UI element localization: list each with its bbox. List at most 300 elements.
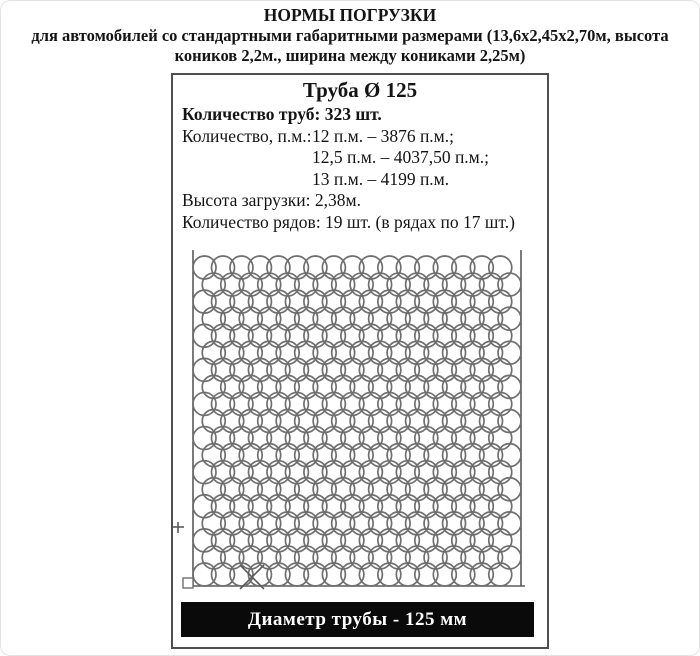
pipe-circle [295,444,318,467]
pipe-circle [396,290,419,313]
doc-subtitle-line-1: для автомобилей со стандартными габаритными размерами (13,6х2,45х2,70м, высота [31,26,669,45]
pipe-circle [359,290,382,313]
pipe-circle [470,256,493,279]
pipe-circle [396,529,419,552]
pipe-circle [211,256,234,279]
pipe-circle [443,512,466,535]
pipe-circle [322,427,345,450]
pipe-circle [452,563,475,586]
pipe-circle [304,563,327,586]
pipe-circle [221,375,244,398]
pipe-circle [258,307,281,330]
pipe-circle [239,273,262,296]
pipe-circle [211,290,234,313]
pipe-circle [387,273,410,296]
pipe-circle [424,273,447,296]
pipe-spec-card [171,73,549,649]
pipe-circle [359,324,382,347]
pipe-circle [443,375,466,398]
pipe-circle [461,478,484,501]
pipe-circle [489,427,512,450]
pipe-circle [304,461,327,484]
pipe-circle [258,478,281,501]
pipe-circle [285,495,308,518]
pipe-circle [498,546,521,569]
pipe-circle [406,512,429,535]
pipe-circle [359,529,382,552]
pipe-circle [230,495,253,518]
pipe-circle [350,512,373,535]
pipe-circle [433,529,456,552]
pipe-circle [193,563,216,586]
pipe-circle [221,341,244,364]
pipe-circle [304,529,327,552]
pipe-circle [267,324,290,347]
pipe-circle [378,461,401,484]
pipe-circle [295,410,318,433]
pipe-circle [202,512,225,535]
pipe-circle [359,392,382,415]
pipe-circle [424,444,447,467]
pipe-circle [267,358,290,381]
pipe-circle [350,341,373,364]
pipe-circle [433,256,456,279]
pipe-circle [433,495,456,518]
pipe-circle [433,290,456,313]
pipe-circle [433,427,456,450]
pipe-circle [304,495,327,518]
pipe-circle [193,461,216,484]
pipe-circle [193,256,216,279]
pipe-circle [396,358,419,381]
pipe-circle [489,290,512,313]
pipe-circle [452,358,475,381]
pipe-circle [276,410,299,433]
pipe-circle [239,375,262,398]
pipe-circle [267,392,290,415]
pipe-circle [369,478,392,501]
pipe-circle [267,427,290,450]
pipe-circle [489,324,512,347]
pipe-circle [211,358,234,381]
pipe-circle [406,444,429,467]
pipe-circle [322,563,345,586]
pipe-circle [322,392,345,415]
pipe-circle [332,546,355,569]
pipe-circle [248,392,271,415]
pipe-circle [221,444,244,467]
pipe-circle [285,392,308,415]
pipe-circle [350,375,373,398]
pipe-circle [378,256,401,279]
pipe-circle [415,495,438,518]
pipe-circle [415,290,438,313]
pipe-circle [369,375,392,398]
pipe-circle [378,563,401,586]
pipe-circle [304,256,327,279]
card-info [182,104,543,233]
pipe-circle [341,461,364,484]
pipe-circle [276,546,299,569]
pipe-circle [322,529,345,552]
pipe-circle [313,478,336,501]
row-count-line: Количество рядов: 19 шт. (в рядах по 17 шт.) [182,211,515,232]
pipe-circle [396,427,419,450]
pipe-circle [406,307,429,330]
pipe-circle [304,427,327,450]
pipe-circle [433,358,456,381]
pipe-circle [350,546,373,569]
pipe-circle [211,563,234,586]
pipe-circle [211,392,234,415]
pipe-circle [443,307,466,330]
pipe-circle [359,495,382,518]
pipe-circle [498,307,521,330]
pipe-circle [313,546,336,569]
pipe-circle [470,495,493,518]
pipe-circle [480,273,503,296]
pipe-circle [452,392,475,415]
pipe-circle [276,341,299,364]
pipe-circle [470,563,493,586]
pipe-circle [285,290,308,313]
pipe-circle [378,495,401,518]
pipe-circle [489,256,512,279]
pipe-circle [415,256,438,279]
pipe-circle [230,392,253,415]
pipe-circle [267,563,290,586]
pipe-circle [341,256,364,279]
pipe-circle [202,375,225,398]
pipe-circle [396,256,419,279]
pipe-circle [239,410,262,433]
length-value-1: 12 п.м. – 3876 п.м.; [312,125,454,146]
pipe-circle [350,478,373,501]
pipe-circle [295,341,318,364]
pipe-circle [443,546,466,569]
pipe-circle [258,444,281,467]
pipe-circle [276,478,299,501]
doc-subtitle-line-2: коников 2,2м., ширина между кониками 2,25м) [174,46,526,65]
pipe-circle [378,290,401,313]
pipe-circle [332,341,355,364]
pipe-circle [433,563,456,586]
pipe-circle [461,444,484,467]
length-line-3: 13 п.м. – 4199 п.м. [312,168,450,189]
pipe-circle [350,444,373,467]
pipe-circle [359,563,382,586]
pipe-circle [230,256,253,279]
pipe-circle [480,546,503,569]
pipe-circle [313,307,336,330]
pipe-circle [267,495,290,518]
pipe-circle [443,410,466,433]
pipe-circle [470,324,493,347]
pipe-circle [424,478,447,501]
pipe-circle [322,256,345,279]
pipe-circle [378,358,401,381]
pipe-circle [387,478,410,501]
pipe-circle [239,307,262,330]
pipe-circle [424,307,447,330]
pipe-circle [406,341,429,364]
pipe-circle [470,392,493,415]
pipe-circle [313,375,336,398]
pipe-count-line: Количество труб: 323 шт. [182,104,382,124]
pipe-circle [295,478,318,501]
pipe-circle [480,478,503,501]
pipe-circle [341,427,364,450]
pipe-circle [248,290,271,313]
length-line-2: 12,5 п.м. – 4037,50 п.м.; [312,147,489,167]
pipe-circle [304,290,327,313]
pipe-circle [248,256,271,279]
length-label: Количество, п.м.: [182,125,312,146]
pipe-circle [369,546,392,569]
pipe-circle [498,410,521,433]
pipe-circle [461,410,484,433]
pipe-circle [359,461,382,484]
pipe-circle [369,410,392,433]
pipe-circle [480,307,503,330]
pipe-circle [258,273,281,296]
pipe-circle [248,529,271,552]
pipe-circle [341,563,364,586]
pipe-circle [322,461,345,484]
pipe-circle [369,444,392,467]
pipe-circle [369,307,392,330]
pipe-circle [461,273,484,296]
pipe-circle [211,427,234,450]
pipe-circle [267,461,290,484]
pipe-circle [470,290,493,313]
pipe-circle [193,324,216,347]
pipe-circle [248,563,271,586]
pipe-circle [202,478,225,501]
pipe-circle [415,461,438,484]
pipe-circle [267,256,290,279]
pipe-circle [285,563,308,586]
pipe-circle [295,273,318,296]
pipe-circle [489,529,512,552]
pipe-circle [304,392,327,415]
pipe-circle [341,495,364,518]
pipe-circle [415,324,438,347]
pipe-circle [350,410,373,433]
pipe-circle [341,290,364,313]
length-line-1 [182,126,543,148]
pipe-circle [202,341,225,364]
pipe-circle [193,529,216,552]
pipe-circle [258,375,281,398]
pipe-circle [276,307,299,330]
pipe-circle [443,478,466,501]
pipe-circle [211,461,234,484]
pipe-circle [193,290,216,313]
pipe-circle [258,341,281,364]
pipe-circle [480,375,503,398]
pipe-circle [239,478,262,501]
pipe-circle [433,392,456,415]
corner-handle-square [183,578,193,588]
pipe-circle [258,410,281,433]
pipe-circle [202,444,225,467]
pipe-circle [211,324,234,347]
pipe-circle [239,546,262,569]
pipe-circle [341,392,364,415]
pipe-circle [480,410,503,433]
pipe-circle [378,324,401,347]
pipe-circle [285,256,308,279]
pipe-circle [396,563,419,586]
pipe-circle [276,375,299,398]
pipe-circle [332,410,355,433]
pipe-circle [230,461,253,484]
pipe-circle [285,324,308,347]
pipe-circle [295,375,318,398]
diameter-banner: Диаметр трубы - 125 мм [181,602,534,637]
pipe-circle [248,427,271,450]
pipe-circle [406,410,429,433]
pipe-circle [433,324,456,347]
pipe-circle [452,427,475,450]
pipe-circle [470,427,493,450]
pipe-circle [239,512,262,535]
pipe-circle [295,546,318,569]
pipe-circle [202,307,225,330]
pipe-circle [248,358,271,381]
pipe-stack-diagram [173,245,547,597]
pipe-circle [443,341,466,364]
pipe-circle [221,410,244,433]
pipe-circle [461,375,484,398]
pipe-circle [193,392,216,415]
pipe-circle [424,375,447,398]
pipe-circle [489,495,512,518]
pipe-circle [424,341,447,364]
pipe-circle [415,358,438,381]
pipe-circle [332,307,355,330]
pipe-circle [489,392,512,415]
pipe-circle [452,529,475,552]
pipe-circle [267,529,290,552]
pipe-circle [498,512,521,535]
pipe-circle [387,546,410,569]
pipe-circle [258,546,281,569]
load-height-line: Высота загрузки: 2,38м. [182,190,361,210]
pipe-circle [461,546,484,569]
pipe-circle [396,392,419,415]
pipe-circle [313,410,336,433]
pipe-circle [322,324,345,347]
pipe-circle [461,341,484,364]
document-header [0,5,700,66]
pipe-circle [221,273,244,296]
pipe-circle [230,290,253,313]
pipe-circle [378,529,401,552]
pipe-circle [415,563,438,586]
pipe-circles-layer [193,256,521,586]
pipe-circle [285,529,308,552]
pipe-circle [452,495,475,518]
pipe-circle [230,358,253,381]
doc-title: НОРМЫ ПОГРУЗКИ [263,5,437,25]
pipe-circle [239,444,262,467]
pipe-circle [332,375,355,398]
pipe-circle [396,324,419,347]
pipe-circle [248,461,271,484]
pipe-circle [369,341,392,364]
pipe-circle [285,358,308,381]
pipe-circle [387,341,410,364]
pipe-circle [332,273,355,296]
pipe-circle [332,444,355,467]
pipe-circle [461,512,484,535]
pipe-circle [202,410,225,433]
pipe-circle [443,273,466,296]
pipe-circle [396,495,419,518]
pipe-circle [424,512,447,535]
pipe-circle [221,512,244,535]
pipe-circle [498,273,521,296]
pipe-circle [230,529,253,552]
pipe-circle [489,563,512,586]
pipe-circle [193,427,216,450]
pipe-circle [406,273,429,296]
card-title: Труба Ø 125 [302,78,418,102]
pipe-circle [406,478,429,501]
pipe-circle [396,461,419,484]
pipe-circle [276,444,299,467]
pipe-circle [387,512,410,535]
pipe-circle [221,307,244,330]
pipe-circle [452,290,475,313]
pipe-circle [415,529,438,552]
pipe-circle [211,495,234,518]
pipe-circle [211,529,234,552]
pipe-circle [480,444,503,467]
pipe-circle [480,512,503,535]
pipe-circle [202,273,225,296]
pipe-circle [461,307,484,330]
pipe-circle [498,478,521,501]
pipe-circle [341,324,364,347]
pipe-circle [470,358,493,381]
pipe-circle [424,546,447,569]
pipe-circle [341,529,364,552]
pipe-circle [406,375,429,398]
pipe-circle [498,375,521,398]
pipe-circle [369,512,392,535]
pipe-circle [350,307,373,330]
pipe-circle [433,461,456,484]
pipe-circle [313,273,336,296]
pipe-circle [332,512,355,535]
pipe-circle [304,358,327,381]
pipe-circle [387,410,410,433]
pipe-circle [304,324,327,347]
pipe-circle [295,307,318,330]
pipe-circle [313,512,336,535]
pipe-circle [248,324,271,347]
pipe-circle [406,546,429,569]
pipe-circle [498,341,521,364]
pipe-circle [322,290,345,313]
pipe-circle [341,358,364,381]
pipe-circle [285,427,308,450]
pipe-circle [498,444,521,467]
pipe-circle [470,529,493,552]
